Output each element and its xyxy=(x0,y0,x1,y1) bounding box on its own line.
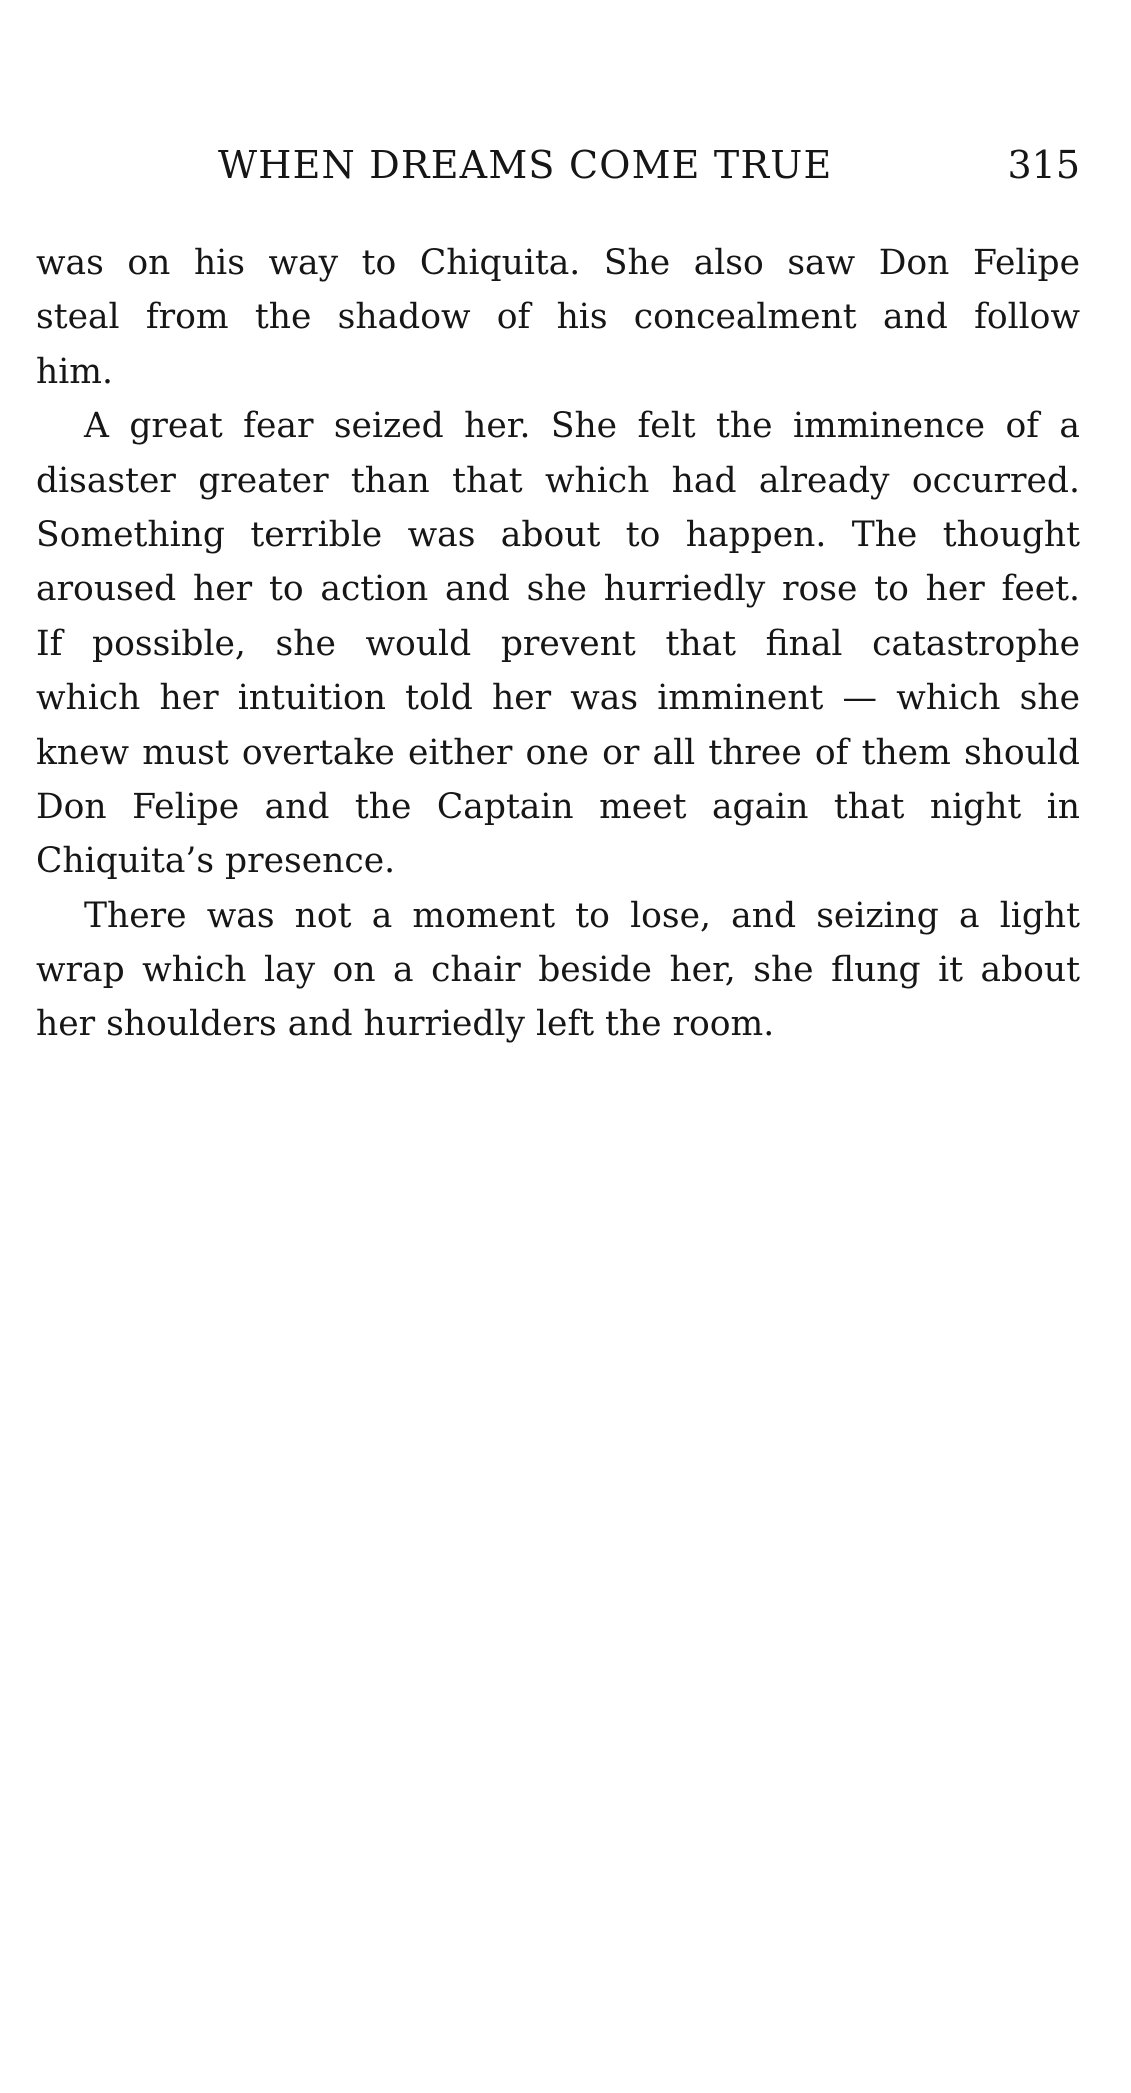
text-line: him. xyxy=(36,351,113,392)
running-title: WHEN DREAMS COME TRUE xyxy=(218,143,833,187)
text-line: which her intuition told her was imminent — which she xyxy=(36,678,1080,719)
text-line: was on his way to Chiquita. She also saw Don Felipe xyxy=(36,243,1080,283)
text-line: Don Felipe and the Captain meet again that night in xyxy=(36,786,1080,827)
page-number: 315 xyxy=(1007,143,1080,187)
text-line: A great fear seized her. She felt the imminence of a xyxy=(84,406,1080,447)
paragraph-2 xyxy=(36,399,1080,889)
text-line: wrap which lay on a chair beside her, she flung it about xyxy=(36,950,1080,991)
paragraph-3 xyxy=(36,889,1080,1052)
text-line: There was not a moment to lose, and seizing a light xyxy=(84,895,1080,936)
paragraph-1 xyxy=(36,236,1080,399)
text-line: disaster greater than that which had already occurred. xyxy=(36,460,1080,501)
body-text xyxy=(36,236,1080,1052)
text-line: her shoulders and hurriedly left the room. xyxy=(36,1004,775,1045)
text-line: steal from the shadow of his concealment and follow xyxy=(36,297,1080,338)
text-line: knew must overtake either one or all three of them should xyxy=(36,732,1080,773)
running-head xyxy=(36,140,1080,190)
text-line: Something terrible was about to happen. The thought xyxy=(36,514,1080,555)
text-line: If possible, she would prevent that final catastrophe xyxy=(36,623,1080,664)
text-line: aroused her to action and she hurriedly rose to her feet. xyxy=(36,569,1080,610)
text-line: Chiquita’s presence. xyxy=(36,841,396,882)
